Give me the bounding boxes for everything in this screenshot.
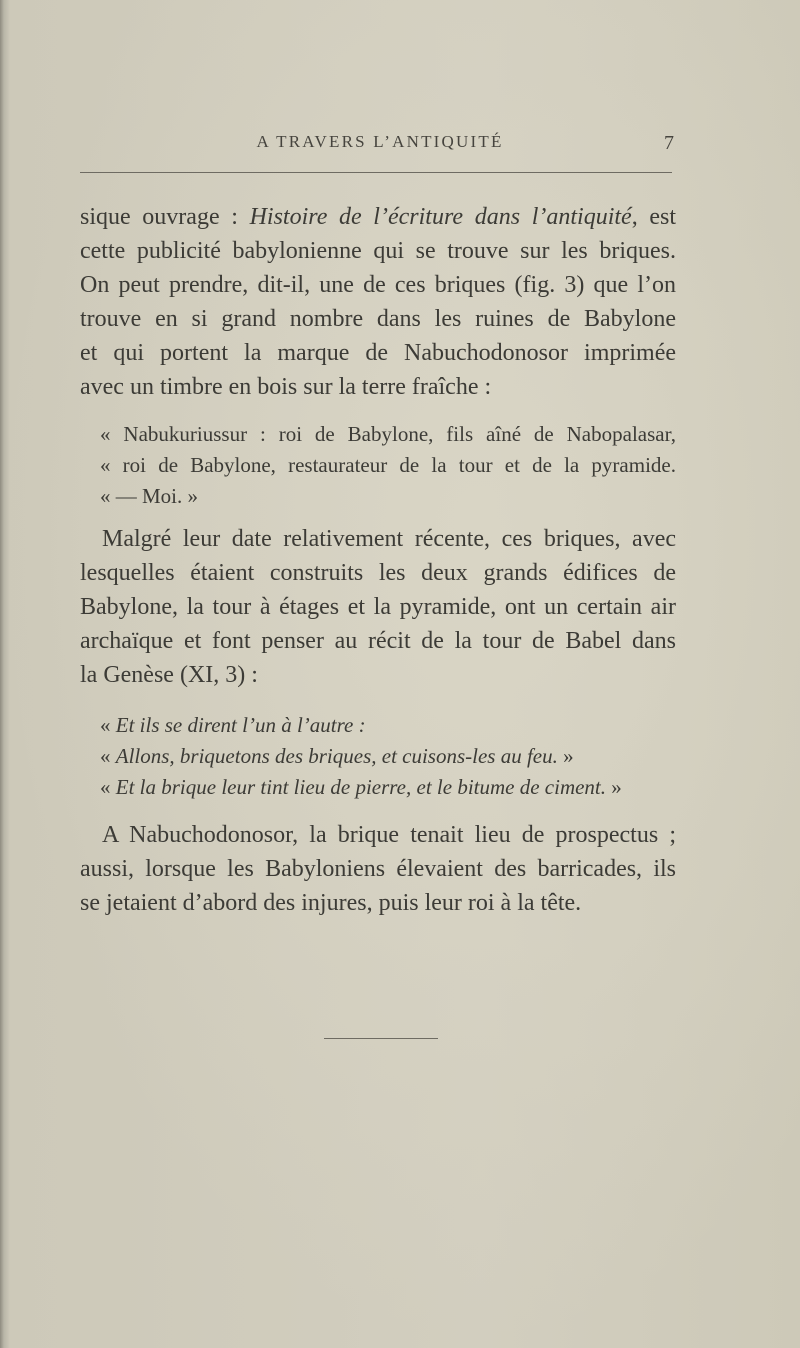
end-rule <box>324 1038 438 1039</box>
quote-line: « Allons, briquetons des briques, et cuisons-les au feu. » <box>100 744 574 768</box>
italic-title: Histoire de l’écriture dans l’antiquité <box>249 204 632 230</box>
paragraph-line: cette publicité babylonienne qui se trouve sur les briques. <box>80 238 676 264</box>
paragraph-line: A Nabuchodonosor, la brique tenait lieu de prospectus ; <box>102 822 676 848</box>
paragraph-line: Babylone, la tour à étages et la pyramide, ont un certain air <box>80 594 676 620</box>
paragraph-line: trouve en si grand nombre dans les ruines de Babylone <box>80 306 676 332</box>
paragraph-line: se jetaient d’abord des injures, puis leur roi à la tête. <box>80 890 582 916</box>
quote-line: « — Moi. » <box>100 484 199 508</box>
quote-line: « roi de Babylone, restaurateur de la tour et de la pyramide. <box>100 453 676 477</box>
quote-1 <box>100 419 676 512</box>
page-header <box>80 130 680 160</box>
header-rule <box>80 172 672 173</box>
paragraph-line: On peut prendre, dit-il, une de ces briques (fig. 3) que l’on <box>80 272 676 298</box>
paragraph-line: lesquelles étaient construits les deux grands édifices de <box>80 560 676 586</box>
paragraph-line: sique ouvrage : Histoire de l’écriture dans l’antiquité, est <box>80 204 676 230</box>
paragraph-3 <box>80 818 676 920</box>
quote-line: « Et la brique leur tint lieu de pierre, et le bitume de ciment. » <box>100 775 622 799</box>
paragraph-line: et qui portent la marque de Nabuchodonosor imprimée <box>80 340 676 366</box>
paragraph-line: avec un timbre en bois sur la terre fraîche : <box>80 374 492 400</box>
paragraph-2 <box>80 522 676 692</box>
paragraph-line: aussi, lorsque les Babyloniens élevaient des barricades, ils <box>80 856 676 882</box>
paragraph-line: archaïque et font penser au récit de la tour de Babel dans <box>80 628 676 654</box>
quote-line: « Et ils se dirent l’un à l’autre : <box>100 713 366 737</box>
paragraph-1 <box>80 200 676 404</box>
quote-2 <box>100 710 676 803</box>
quote-line: « Nabukuriussur : roi de Babylone, fils aîné de Nabopalasar, <box>100 422 676 446</box>
running-title: A TRAVERS L’ANTIQUITÉ <box>256 132 504 151</box>
page-number: 7 <box>664 132 674 154</box>
paragraph-line: la Genèse (XI, 3) : <box>80 662 258 688</box>
paragraph-line: Malgré leur date relativement récente, ces briques, avec <box>102 526 676 552</box>
